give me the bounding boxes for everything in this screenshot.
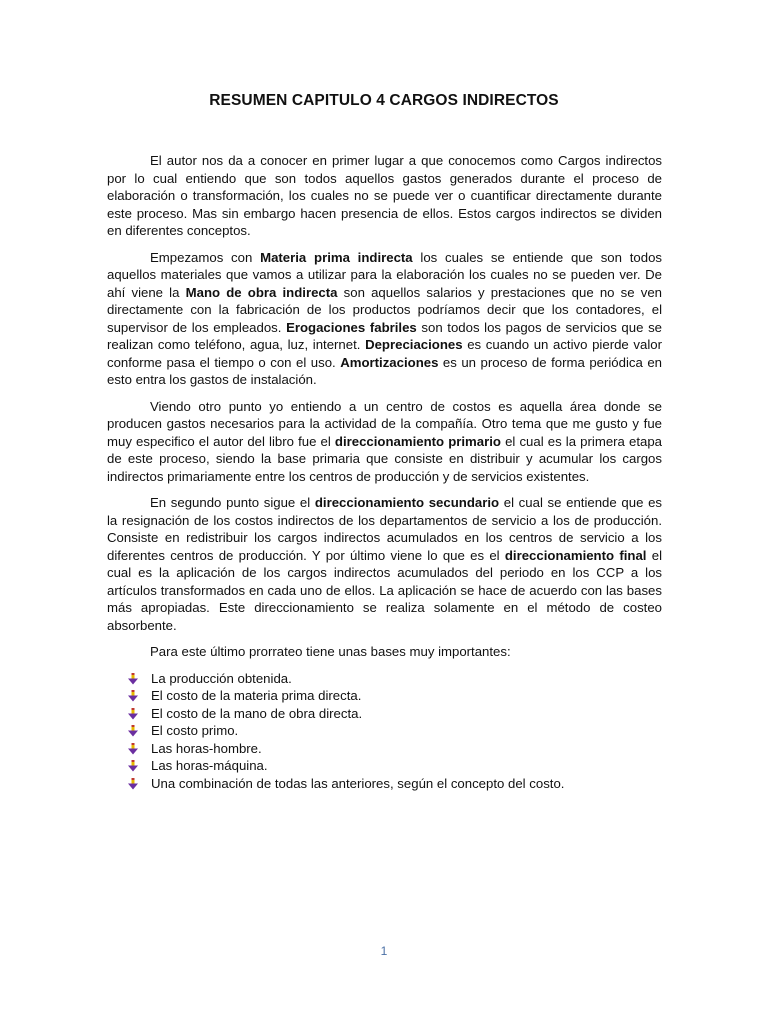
- list-intro: Para este último prorrateo tiene unas bases muy importantes:: [150, 644, 511, 659]
- list-item: [127, 687, 662, 705]
- down-arrow-icon: [127, 760, 139, 772]
- text-run: el cual es la primera etapa de este proceso, siendo la base primaria que consiste en distribuir y acumular los cargos indirectos primariamente entre los centros de producción y de servicios existentes.: [107, 433, 662, 484]
- list-item-label: Las horas-máquina.: [151, 758, 268, 774]
- down-arrow-icon: [127, 778, 139, 790]
- list-item-label: Una combinación de todas las anteriores, según el concepto del costo.: [151, 776, 565, 792]
- text-run: los cuales se entiende que son todos aquellos materiales que vamos a utilizar para la elaboración los cuales no se pueden ver. De ahí viene la: [107, 249, 662, 300]
- list-item-label: El costo primo.: [151, 723, 239, 739]
- document-body: [107, 152, 662, 793]
- bold-term: Depreciaciones: [365, 337, 463, 352]
- text-run: Empezamos con: [150, 249, 261, 265]
- text-run: es cuando un activo pierde valor conforme pasa el tiempo o con el uso.: [107, 337, 662, 370]
- bold-term: direccionamiento final: [504, 547, 647, 563]
- paragraph-container: [107, 152, 662, 634]
- list-item: [127, 740, 662, 758]
- text-run: En segundo punto sigue el: [150, 495, 315, 510]
- list-item: [127, 757, 662, 775]
- document-title: RESUMEN CAPITULO 4 CARGOS INDIRECTOS: [209, 92, 559, 109]
- list-item: [127, 775, 662, 793]
- bullet-list: [107, 670, 662, 793]
- paragraph: [107, 249, 662, 389]
- list-item-label: El costo de la materia prima directa.: [151, 688, 362, 704]
- text-run: el cual es la aplicación de los cargos indirectos acumulados del periodo en los CCP a los artículos transformados en cada uno de ellos. La aplicación se hace de acuerdo con las bases más apropiadas. Este direccionamiento se realiza solamente en el método de costeo absorbente.: [107, 547, 662, 633]
- text-run: Viendo otro punto yo entiendo a un centro de costos es aquella área donde se producen gastos necesarios para la actividad de la compañía. Otro tema que me gusto y fue muy especifico el autor del libro fue el: [107, 398, 662, 449]
- down-arrow-icon: [127, 743, 139, 755]
- list-item: [127, 722, 662, 740]
- page-number: 1: [380, 944, 388, 958]
- bold-term: Amortizaciones: [340, 354, 439, 370]
- paragraph: [107, 494, 662, 634]
- down-arrow-icon: [127, 708, 139, 720]
- list-item-label: El costo de la mano de obra directa.: [151, 705, 363, 721]
- text-run: El autor nos da a conocer en primer lugar a que conocemos como Cargos indirectos por lo cual entiendo que son todos aquellos gastos generados durante el proceso de elaboración o transformación, los cuales no se puede ver o cuantificar directamente durante este proceso. Mas sin embargo hacen presencia de ellos. Estos cargos indirectos se dividen en diferentes conceptos.: [107, 153, 662, 238]
- text-run: es un proceso de forma periódica en esto entra los gastos de instalación.: [107, 354, 662, 387]
- bold-term: direccionamiento secundario: [314, 495, 500, 510]
- list-item: [127, 705, 662, 723]
- bold-term: direccionamiento primario: [334, 433, 501, 449]
- text-run: son aquellos salarios y prestaciones que no se ven directamente con la fabricación de los productos podríamos decir que los contadores, el supervisor de los empleados.: [107, 284, 663, 335]
- text-run: el cual se entiende que es la resignación de los costos indirectos de los departamentos de servicio a los de producción. Consiste en redistribuir los cargos indirectos acumulados en los centros de servicio a los diferentes centros de producción. Y por último viene lo que es el: [107, 495, 662, 563]
- paragraph: [107, 398, 662, 486]
- bold-term: Erogaciones fabriles: [286, 319, 417, 335]
- text-run: son todos los pagos de servicios que se realizan como teléfono, agua, luz, internet.: [107, 319, 662, 352]
- list-item: [127, 670, 662, 688]
- list-item-label: La producción obtenida.: [151, 670, 292, 686]
- down-arrow-icon: [127, 690, 139, 702]
- list-item-label: Las horas-hombre.: [151, 740, 262, 756]
- paragraph: [107, 152, 662, 240]
- down-arrow-icon: [127, 725, 139, 737]
- down-arrow-icon: [127, 673, 139, 685]
- bold-term: Materia prima indirecta: [260, 249, 413, 265]
- bold-term: Mano de obra indirecta: [185, 284, 338, 300]
